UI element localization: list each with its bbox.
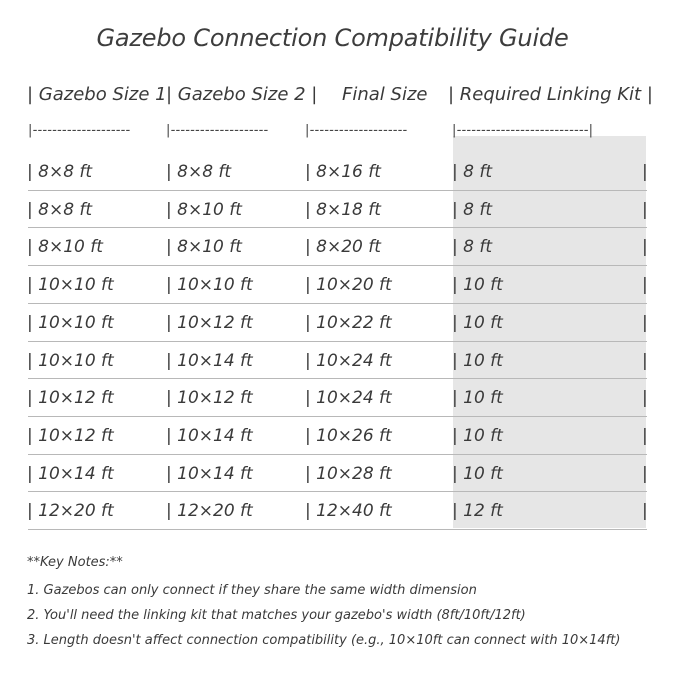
cell-gazebo-size-1: | 10×12 ft xyxy=(27,425,114,446)
cell-linking-kit: | 8 ft xyxy=(452,199,493,220)
key-notes-heading: **Key Notes:** xyxy=(27,555,123,570)
cell-gazebo-size-2: | 10×12 ft xyxy=(166,312,253,333)
cell-linking-kit: | 8 ft xyxy=(452,237,493,258)
note-3: 3. Length doesn't affect connection compatibility (e.g., 10×10ft can connect with 10×14ft) xyxy=(27,633,621,648)
cell-final-size: | 10×26 ft xyxy=(305,425,392,446)
cell-final-size: | 8×18 ft xyxy=(305,199,381,220)
cell-gazebo-size-2: | 10×12 ft xyxy=(166,388,253,409)
cell-gazebo-size-2: | 12×20 ft xyxy=(166,501,253,522)
separator-col-1: |-------------------- xyxy=(28,123,131,138)
cell-right-border: | xyxy=(642,425,648,446)
cell-right-border: | xyxy=(642,312,648,333)
cell-right-border: | xyxy=(642,162,648,182)
cell-final-size: | 10×24 ft xyxy=(305,350,392,371)
table-row xyxy=(0,265,679,303)
table-row xyxy=(0,303,679,341)
cell-final-size: | 12×40 ft xyxy=(305,501,392,522)
cell-gazebo-size-2: | 10×10 ft xyxy=(166,275,253,296)
header-gazebo-size-2: | Gazebo Size 2 | xyxy=(166,84,318,105)
cell-gazebo-size-1: | 8×8 ft xyxy=(27,162,93,182)
cell-gazebo-size-2: | 10×14 ft xyxy=(166,463,253,484)
cell-linking-kit: | 10 ft xyxy=(452,275,503,296)
note-1: 1. Gazebos can only connect if they share the same width dimension xyxy=(27,583,477,598)
cell-linking-kit: | 10 ft xyxy=(452,463,503,484)
table-row xyxy=(0,378,679,416)
cell-right-border: | xyxy=(642,350,648,371)
cell-gazebo-size-1: | 12×20 ft xyxy=(27,501,114,522)
cell-linking-kit: | 8 ft xyxy=(452,162,493,182)
table-row xyxy=(0,152,679,190)
cell-right-border: | xyxy=(642,501,648,522)
separator-col-2: |-------------------- xyxy=(166,123,269,138)
header-final-size: Final Size xyxy=(342,84,428,105)
cell-gazebo-size-1: | 8×8 ft xyxy=(27,199,93,220)
cell-gazebo-size-2: | 8×8 ft xyxy=(166,162,232,182)
note-2: 2. You'll need the linking kit that matches your gazebo's width (8ft/10ft/12ft) xyxy=(27,608,526,623)
header-required-linking-kit: | Required Linking Kit | xyxy=(448,84,653,105)
separator-col-4: |---------------------------| xyxy=(452,123,594,138)
table-row xyxy=(0,341,679,379)
separator-col-3: |-------------------- xyxy=(305,123,408,138)
cell-gazebo-size-2: | 8×10 ft xyxy=(166,199,242,220)
cell-gazebo-size-1: | 10×10 ft xyxy=(27,350,114,371)
cell-right-border: | xyxy=(642,199,648,220)
cell-linking-kit: | 12 ft xyxy=(452,501,503,522)
cell-linking-kit: | 10 ft xyxy=(452,425,503,446)
cell-final-size: | 10×20 ft xyxy=(305,275,392,296)
row-divider xyxy=(28,529,647,530)
table-row xyxy=(0,190,679,228)
cell-final-size: | 10×22 ft xyxy=(305,312,392,333)
cell-gazebo-size-1: | 10×10 ft xyxy=(27,275,114,296)
cell-final-size: | 8×20 ft xyxy=(305,237,381,258)
page-title: Gazebo Connection Compatibility Guide xyxy=(96,24,569,52)
cell-right-border: | xyxy=(642,463,648,484)
cell-gazebo-size-1: | 8×10 ft xyxy=(27,237,103,258)
cell-gazebo-size-2: | 10×14 ft xyxy=(166,425,253,446)
cell-right-border: | xyxy=(642,275,648,296)
cell-final-size: | 10×28 ft xyxy=(305,463,392,484)
cell-final-size: | 8×16 ft xyxy=(305,162,381,182)
cell-gazebo-size-1: | 10×12 ft xyxy=(27,388,114,409)
cell-linking-kit: | 10 ft xyxy=(452,312,503,333)
cell-right-border: | xyxy=(642,388,648,409)
cell-gazebo-size-1: | 10×14 ft xyxy=(27,463,114,484)
cell-right-border: | xyxy=(642,237,648,258)
cell-linking-kit: | 10 ft xyxy=(452,388,503,409)
cell-final-size: | 10×24 ft xyxy=(305,388,392,409)
table-row xyxy=(0,416,679,454)
cell-gazebo-size-1: | 10×10 ft xyxy=(27,312,114,333)
cell-gazebo-size-2: | 10×14 ft xyxy=(166,350,253,371)
table-row xyxy=(0,454,679,492)
header-gazebo-size-1: | Gazebo Size 1 xyxy=(27,84,167,105)
table-row xyxy=(0,491,679,529)
cell-linking-kit: | 10 ft xyxy=(452,350,503,371)
key-notes xyxy=(27,550,620,653)
cell-gazebo-size-2: | 8×10 ft xyxy=(166,237,242,258)
table-row xyxy=(0,227,679,265)
